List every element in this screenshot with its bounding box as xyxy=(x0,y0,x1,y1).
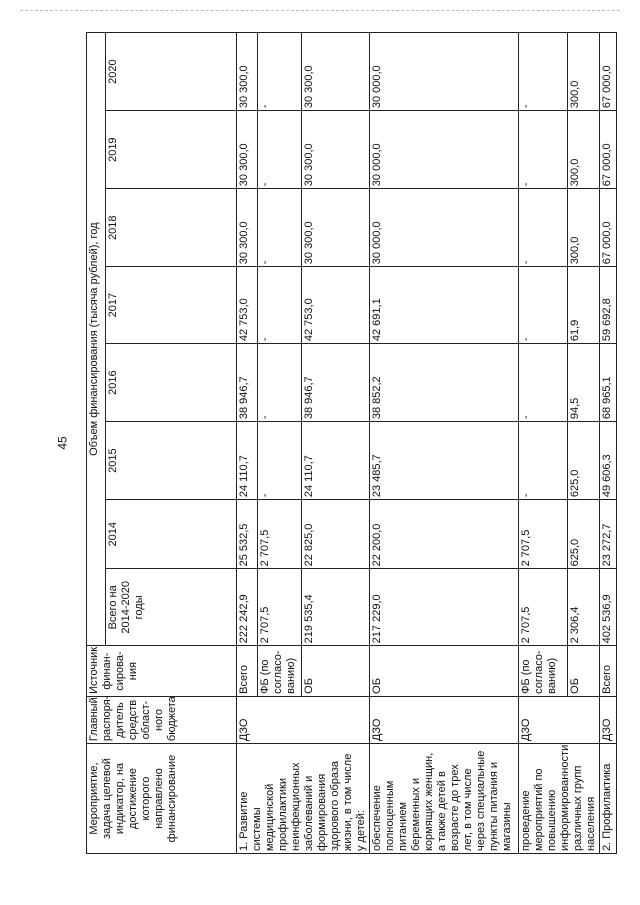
header-total: Всего на 2014-2020 годы xyxy=(106,569,237,646)
source-cell: ОБ xyxy=(302,646,370,697)
year-value-cell: 38 946,7 xyxy=(302,344,370,422)
header-year: 2014 xyxy=(106,500,237,569)
manager-cell: ДЗО xyxy=(600,696,617,743)
page-number: 45 xyxy=(55,436,70,450)
year-value-cell: 94,5 xyxy=(567,344,599,422)
event-cell: 1. Развитие системы медицинской профилактики неинфекционных заболеваний и формирования здорового образа жизни, в том числе у детей: xyxy=(237,744,370,854)
year-value-cell: 24 110,7 xyxy=(302,422,370,500)
year-value-cell: - xyxy=(519,422,568,500)
header-year: 2020 xyxy=(106,33,237,111)
year-value-cell: 38 852,2 xyxy=(370,344,519,422)
source-cell: ФБ (по согласо-ванию) xyxy=(258,646,302,697)
financing-table xyxy=(86,32,617,854)
year-value-cell: - xyxy=(519,111,568,189)
rotated-table-container xyxy=(86,32,613,854)
source-cell: Всего xyxy=(237,646,258,697)
year-value-cell: 625,0 xyxy=(567,422,599,500)
header-year: 2015 xyxy=(106,422,237,500)
year-value-cell: 67 000,0 xyxy=(600,33,617,111)
manager-cell: ДЗО xyxy=(370,696,519,743)
year-value-cell: 22 200,0 xyxy=(370,500,519,569)
source-cell: Всего xyxy=(600,646,617,697)
year-value-cell: 625,0 xyxy=(567,500,599,569)
source-cell: ФБ (по согласо-ванию) xyxy=(519,646,568,697)
year-value-cell: 30 300,0 xyxy=(302,189,370,267)
source-cell: ОБ xyxy=(370,646,519,697)
year-value-cell: 38 946,7 xyxy=(237,344,258,422)
manager-cell: ДЗО xyxy=(237,696,370,743)
year-value-cell: 61,9 xyxy=(567,267,599,344)
table-row xyxy=(600,33,617,854)
total-cell: 2 306,4 xyxy=(567,569,599,646)
source-cell: ОБ xyxy=(567,646,599,697)
year-value-cell: 49 606,3 xyxy=(600,422,617,500)
year-value-cell: - xyxy=(258,422,302,500)
year-value-cell: 2 707,5 xyxy=(258,500,302,569)
year-value-cell: - xyxy=(258,267,302,344)
year-value-cell: - xyxy=(519,344,568,422)
table-row xyxy=(237,33,258,854)
year-value-cell: 300,0 xyxy=(567,33,599,111)
year-value-cell: 59 692,8 xyxy=(600,267,617,344)
header-year: 2017 xyxy=(106,267,237,344)
header-event: Мероприятие, задача целевой индикатор, на достижение которого направлено финансирование xyxy=(87,744,237,854)
total-cell: 2 707,5 xyxy=(258,569,302,646)
rotated-table-area xyxy=(86,32,613,854)
header-row-1 xyxy=(87,33,106,854)
year-value-cell: 2 707,5 xyxy=(519,500,568,569)
header-source: Источник финан-сирова-ния xyxy=(87,646,237,697)
event-cell: 2. Профилактика xyxy=(600,744,617,854)
year-value-cell: 30 300,0 xyxy=(237,189,258,267)
page-top-line xyxy=(20,10,620,11)
year-value-cell: 25 532,5 xyxy=(237,500,258,569)
total-cell: 222 242,9 xyxy=(237,569,258,646)
header-funding-volume: Объем финансирования (тысяча рублей), год xyxy=(87,33,106,646)
header-manager: Главный распоря-дитель средств област-ного бюджета xyxy=(87,696,237,743)
total-cell: 2 707,5 xyxy=(519,569,568,646)
year-value-cell: 22 825,0 xyxy=(302,500,370,569)
table-row xyxy=(370,33,519,854)
year-value-cell: 30 000,0 xyxy=(370,111,519,189)
event-cell: обеспечение полноценным питанием беременных и кормящих женщин, а также детей в возрасте до трех лет, в том числе через специальные пункты питания и магазины xyxy=(370,744,519,854)
year-value-cell: 30 300,0 xyxy=(302,111,370,189)
header-year: 2016 xyxy=(106,344,237,422)
table-row xyxy=(519,33,568,854)
year-value-cell: - xyxy=(258,189,302,267)
year-value-cell: 30 300,0 xyxy=(237,111,258,189)
year-value-cell: - xyxy=(258,33,302,111)
year-value-cell: - xyxy=(258,344,302,422)
year-value-cell: 30 300,0 xyxy=(302,33,370,111)
year-value-cell: 300,0 xyxy=(567,189,599,267)
year-value-cell: 30 300,0 xyxy=(237,33,258,111)
year-value-cell: 68 965,1 xyxy=(600,344,617,422)
year-value-cell: - xyxy=(519,33,568,111)
year-value-cell: 23 485,7 xyxy=(370,422,519,500)
year-value-cell: - xyxy=(519,267,568,344)
year-value-cell: 30 000,0 xyxy=(370,189,519,267)
year-value-cell: - xyxy=(258,111,302,189)
year-value-cell: 300,0 xyxy=(567,111,599,189)
total-cell: 219 535,4 xyxy=(302,569,370,646)
year-value-cell: 24 110,7 xyxy=(237,422,258,500)
year-value-cell: 23 272,7 xyxy=(600,500,617,569)
total-cell: 217 229,0 xyxy=(370,569,519,646)
year-value-cell: 42 753,0 xyxy=(237,267,258,344)
header-year: 2019 xyxy=(106,111,237,189)
year-value-cell: - xyxy=(519,189,568,267)
manager-cell: ДЗО xyxy=(519,696,600,743)
total-cell: 402 536,9 xyxy=(600,569,617,646)
year-value-cell: 42 691,1 xyxy=(370,267,519,344)
year-value-cell: 67 000,0 xyxy=(600,189,617,267)
year-value-cell: 42 753,0 xyxy=(302,267,370,344)
year-value-cell: 30 000,0 xyxy=(370,33,519,111)
year-value-cell: 67 000,0 xyxy=(600,111,617,189)
event-cell: проведение мероприятий по повышению информированности различных групп населения xyxy=(519,744,600,854)
header-year: 2018 xyxy=(106,189,237,267)
